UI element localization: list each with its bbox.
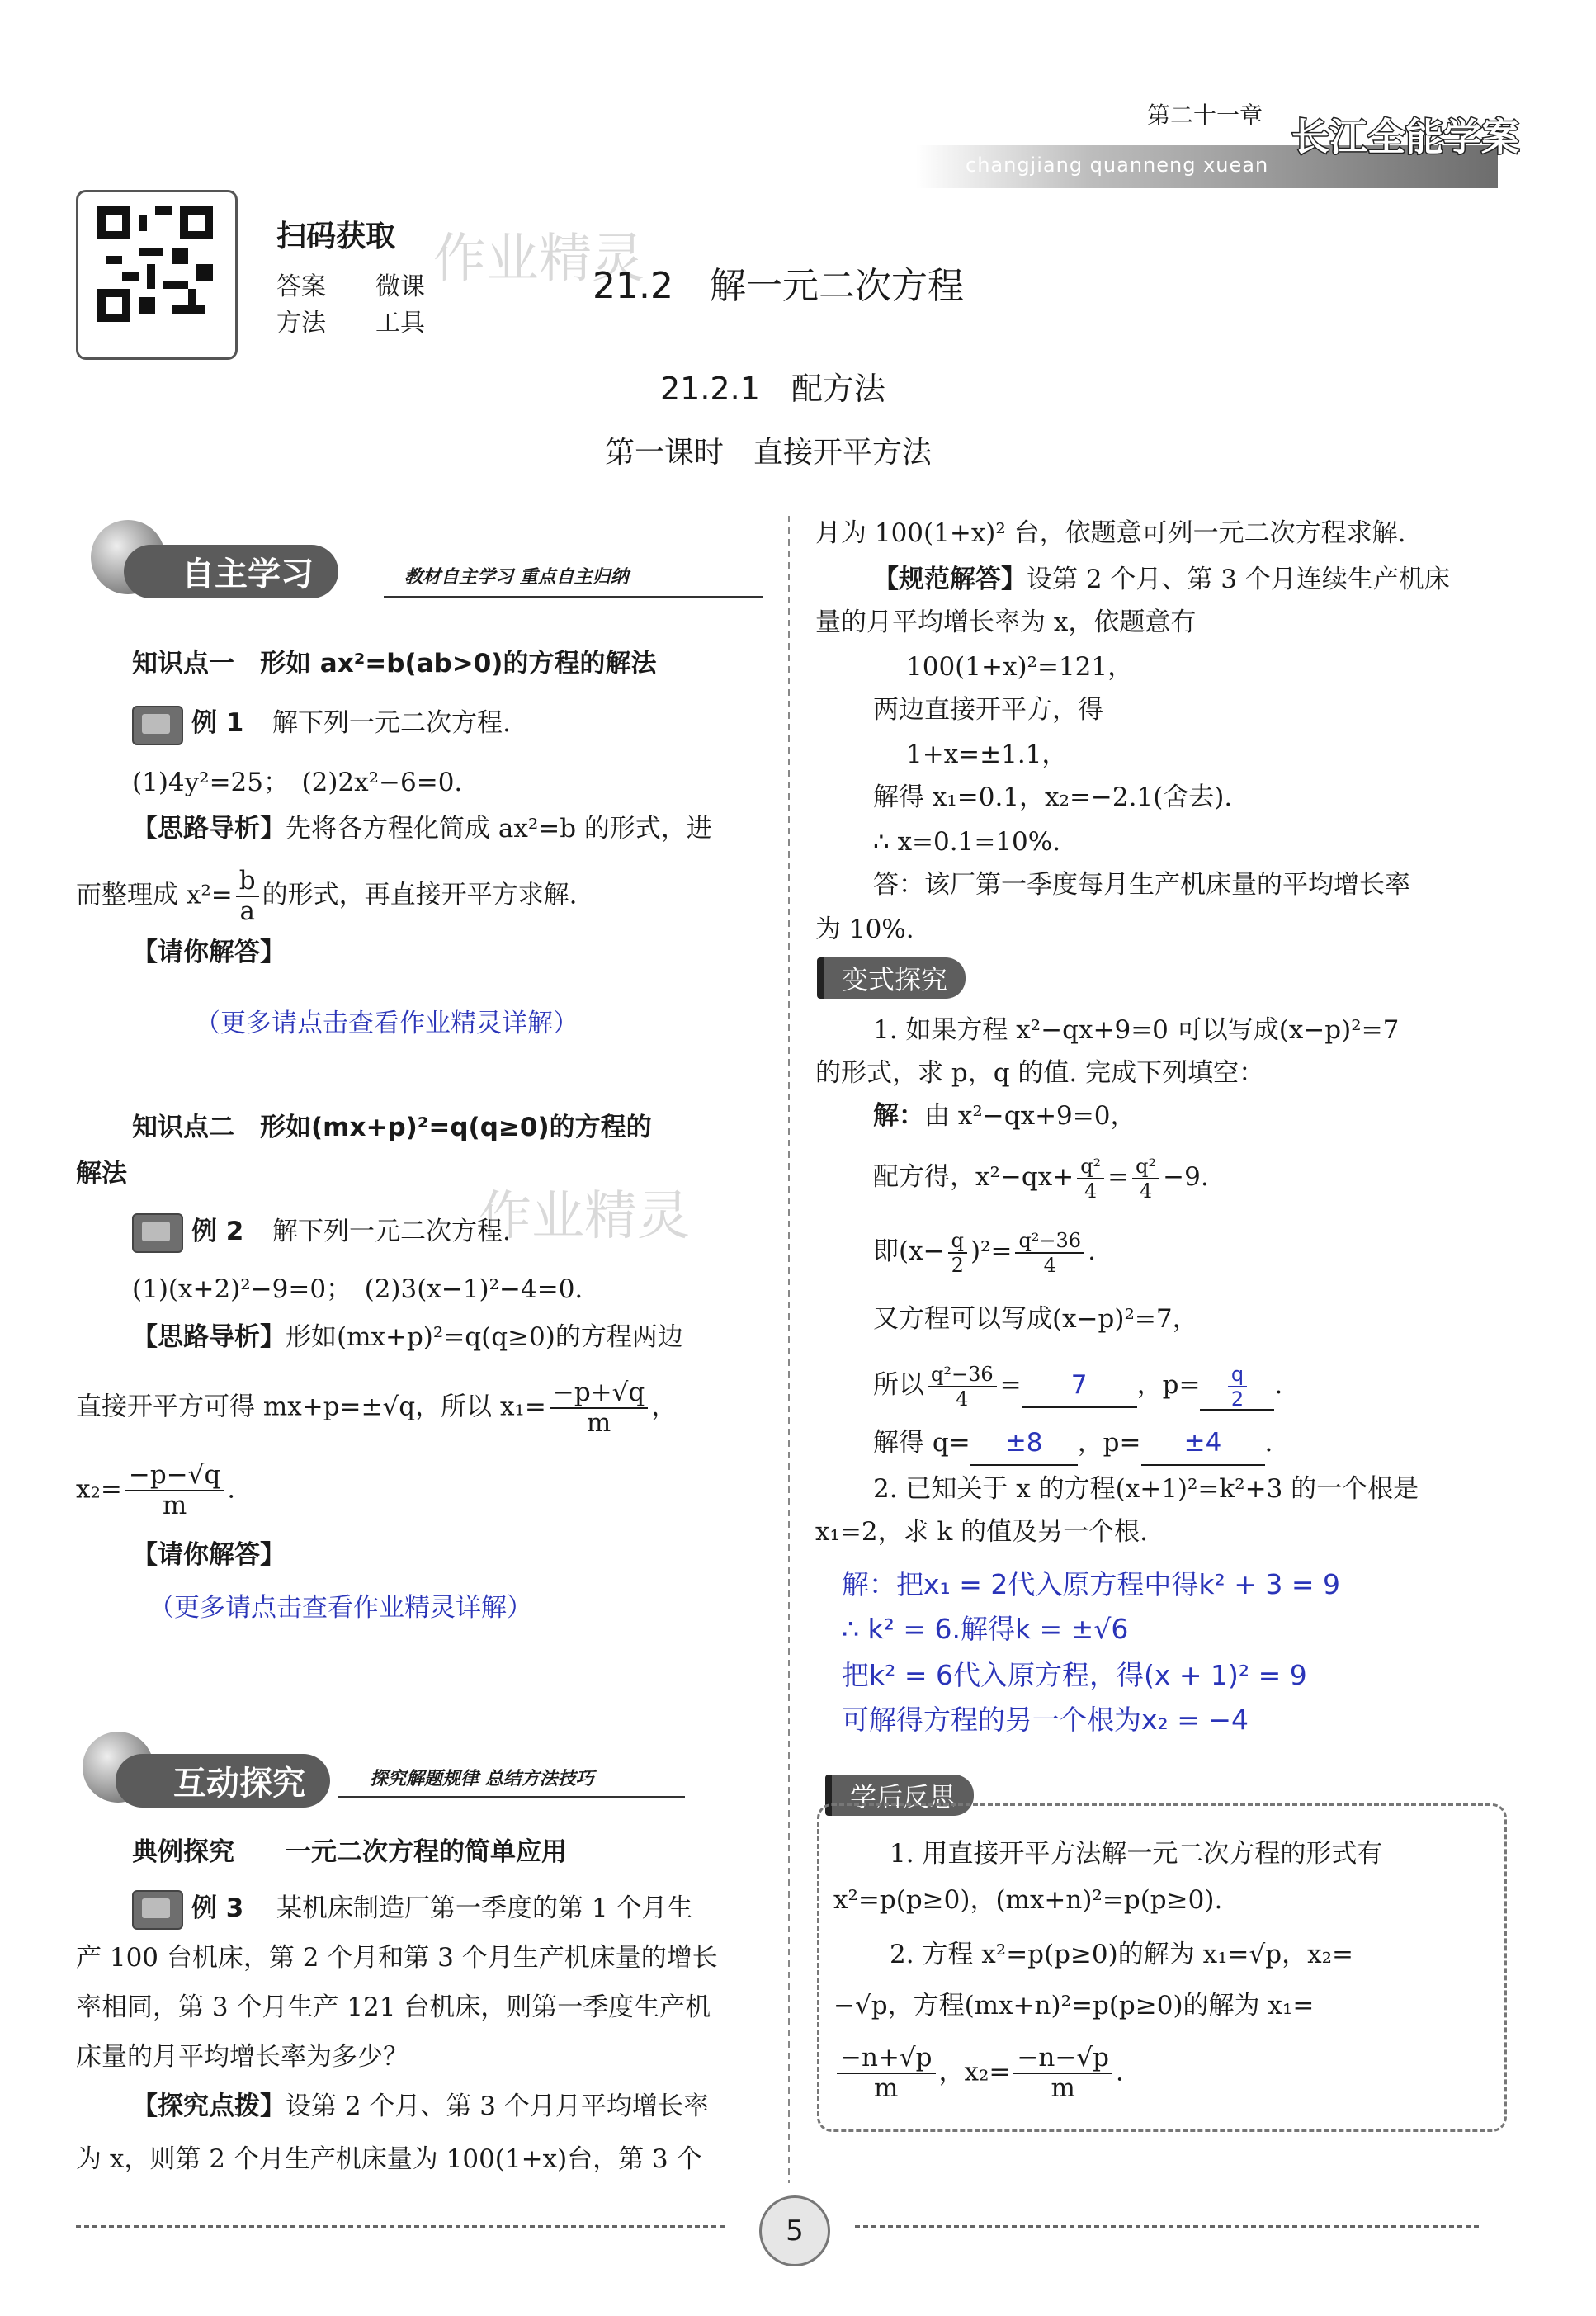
- answer-label: 【请你解答】: [132, 1540, 286, 1570]
- fill-answer: $\frac{q}{2}$: [1228, 1364, 1247, 1409]
- reflection-line: −√p，方程(mx+n)²=p(p≥0)的解为 x₁=: [833, 1991, 1315, 2021]
- hint-2-line-2: 直接开平方可得 mx+p=±√q，所以 x₁= $\frac{-p+√q}{m}$ ，: [76, 1378, 678, 1438]
- standard-answer-line: 答：该厂第一季度每月生产机床量的平均增长率: [873, 870, 1410, 900]
- page-number: 5: [759, 2195, 830, 2266]
- handwritten-answer: 解：把x₁ = 2代入原方程中得k² + 3 = 9: [842, 1568, 1340, 1600]
- standard-answer-line: ∴ x=0.1=10%.: [873, 827, 1061, 857]
- tip-line-2: 为 x，则第 2 个月生产机床量为 100(1+x)台，第 3 个: [76, 2144, 702, 2174]
- more-detail-link[interactable]: （更多请点击查看作业精灵详解）: [149, 1593, 532, 1623]
- handwritten-answer: 可解得方程的另一个根为x₂ = −4: [842, 1704, 1249, 1736]
- standard-answer-line: 【规范解答】设第 2 个月、第 3 个月连续生产机床: [873, 565, 1450, 594]
- solution-line: 所以 $\frac{\text{q²−36}}{4}$ = 7 ，p= $\frac{q}{2}$ .: [873, 1362, 1283, 1411]
- solution-line: 解：由 x²−qx+9=0，: [873, 1101, 1136, 1131]
- brand-pinyin: changjiang quanneng xuean: [966, 154, 1269, 177]
- reflection-line: 1. 用直接开平方法解一元二次方程的形式有: [890, 1839, 1383, 1869]
- example-2-label: 例 2: [191, 1217, 244, 1246]
- standard-answer-line: 100(1+x)²=121，: [906, 652, 1134, 682]
- watermark: 作业精灵: [433, 229, 645, 290]
- handwritten-answer: 把k² = 6代入原方程，得(x + 1)² = 9: [842, 1659, 1307, 1691]
- variant-tag: 变式探究: [817, 957, 966, 999]
- banner-rule: [338, 1796, 685, 1798]
- standard-answer-line: 为 10%.: [815, 915, 914, 944]
- solution-line: 即(x− $\frac{q}{2}$ )²= $\frac{\text{q²−36}}{4}$ .: [873, 1228, 1096, 1277]
- example-3-line: 床量的月平均增长率为多少？: [76, 2042, 408, 2072]
- standard-answer-line: 两边直接开平方，得: [873, 695, 1103, 725]
- example-2-text: 解下列一元二次方程.: [272, 1217, 511, 1246]
- banner-rule: [384, 596, 763, 598]
- handwritten-answer: ∴ k² = 6.解得k = ±√6: [842, 1613, 1129, 1645]
- banner-slogan: 教材自主学习 重点自主归纳: [404, 567, 629, 588]
- scan-title: 扫码获取: [276, 220, 396, 253]
- fill-answer: ±4: [1183, 1428, 1222, 1458]
- example-icon: [132, 706, 183, 745]
- column-divider: [788, 516, 790, 2183]
- hint-2-line-1: 【思路导析】形如(mx+p)²=q(q≥0)的方程两边: [132, 1322, 683, 1352]
- hint-2-line-3: x₂= $\frac{-p-√q}{m}$ .: [76, 1460, 236, 1520]
- more-detail-link[interactable]: （更多请点击查看作业精灵详解）: [195, 1009, 578, 1038]
- question-1-line: 的形式，求 p，q 的值. 完成下列填空：: [815, 1058, 1265, 1088]
- self-study-banner: 自主学习: [124, 545, 338, 598]
- hint-1-line-2: 而整理成 x²= $\frac{b}{a}$ 的形式，再直接开平方求解.: [76, 866, 578, 926]
- banner-slogan: 探究解题规律 总结方法技巧: [370, 1769, 594, 1789]
- example-1-label: 例 1: [191, 708, 244, 738]
- scan-item-method[interactable]: 方法: [276, 309, 326, 338]
- lesson-title: 第一课时 直接开平方法: [605, 436, 933, 470]
- standard-answer-line: 1+x=±1.1，: [906, 740, 1068, 769]
- solution-line: 解得 q= ±8 ，p= ±4 .: [873, 1421, 1273, 1466]
- question-1-line: 1. 如果方程 x²−qx+9=0 可以写成(x−p)²=7: [873, 1015, 1400, 1045]
- example-icon: [132, 1213, 183, 1253]
- watermark: 作业精灵: [479, 1186, 690, 1247]
- reflection-line: $\frac{-n+√p}{m}$ ，x₂= $\frac{-n-√p}{m}$ .: [833, 2045, 1124, 2101]
- example-3-line: 产 100 台机床，第 2 个月和第 3 个月生产机床量的增长: [76, 1943, 718, 1973]
- footer-rule: [855, 2225, 1482, 2228]
- example-3-line: 率相同，第 3 个月生产 121 台机床，则第一季度生产机: [76, 1992, 711, 2022]
- example-3-label: 例 3: [191, 1893, 244, 1923]
- qr-code-icon[interactable]: [97, 206, 213, 322]
- hint-1-line-1: 【思路导析】先将各方程化简成 ax²=b 的形式，进: [132, 814, 712, 844]
- example-icon: [132, 1890, 183, 1930]
- answer-label: 【请你解答】: [132, 938, 286, 967]
- knowledge-point-1: 知识点一 形如 ax²=b(ab>0)的方程的解法: [132, 649, 657, 678]
- example-3-line: 某机床制造厂第一季度的第 1 个月生: [276, 1893, 693, 1923]
- example-2-items: (1)(x+2)²−9=0； (2)3(x−1)²−4=0.: [132, 1274, 583, 1304]
- fill-answer: 7: [1070, 1370, 1088, 1400]
- solution-line: 配方得，x²−qx+ $\frac{\text{q²}}{4}$ = $\frac{\text{q²}}{4}$ −9.: [873, 1154, 1209, 1203]
- knowledge-point-2: 知识点二 形如(mx+p)²=q(q≥0)的方程的: [132, 1113, 652, 1142]
- example-1-items: (1)4y²=25； (2)2x²−6=0.: [132, 768, 463, 797]
- question-2-line: 2. 已知关于 x 的方程(x+1)²=k²+3 的一个根是: [873, 1474, 1419, 1504]
- typical-example-title: 典例探究 一元二次方程的简单应用: [132, 1837, 567, 1867]
- knowledge-point-2-cont: 解法: [76, 1159, 127, 1189]
- hint-label: 【思路导析】: [132, 814, 286, 844]
- section-title: 21.2 解一元二次方程: [593, 265, 964, 307]
- scan-item-video[interactable]: 微课: [375, 272, 425, 301]
- example-1-text: 解下列一元二次方程.: [272, 708, 511, 738]
- fill-answer: ±8: [1004, 1428, 1043, 1458]
- standard-answer-line: 量的月平均增长率为 x，依题意有: [815, 607, 1197, 637]
- brand-logo: 长江全能学案: [1291, 115, 1519, 159]
- chapter-label: 第二十一章: [1147, 102, 1263, 129]
- question-2-line: x₁=2，求 k 的值及另一个根.: [815, 1517, 1148, 1547]
- standard-answer-line: 解得 x₁=0.1，x₂=−2.1(舍去).: [873, 782, 1233, 812]
- reflection-line: x²=p(p≥0)，(mx+n)²=p(p≥0).: [833, 1885, 1223, 1915]
- reflection-tag: 学后反思: [825, 1775, 974, 1816]
- footer-rule: [76, 2225, 728, 2228]
- scan-item-answer[interactable]: 答案: [276, 272, 326, 301]
- scan-item-tool[interactable]: 工具: [375, 309, 425, 338]
- reflection-line: 2. 方程 x²=p(p≥0)的解为 x₁=√p，x₂=: [890, 1940, 1353, 1969]
- tip-line-1: 【探究点拨】设第 2 个月、第 3 个月月平均增长率: [132, 2091, 709, 2121]
- continuation-line: 月为 100(1+x)² 台，依题意可列一元二次方程求解.: [815, 518, 1406, 548]
- solution-line: 又方程可以写成(x−p)²=7，: [873, 1304, 1198, 1334]
- subsection-title: 21.2.1 配方法: [660, 371, 885, 407]
- explore-banner: 互动探究: [116, 1754, 330, 1808]
